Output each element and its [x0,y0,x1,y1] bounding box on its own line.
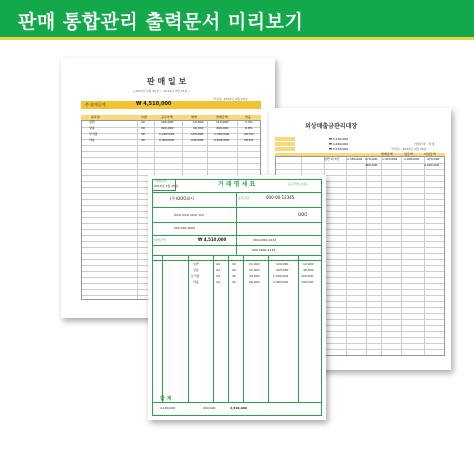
s1-r2-c5: 29.3% [244,132,254,136]
s3-r3-unit: A4 [216,280,220,284]
sheet1-col-1: 수량 [141,115,147,119]
s3-r3-supply: 2,400,000 [273,280,289,284]
sheet2-summary-2: ₩ 5,150,000 [329,147,349,151]
s3-r1-name: 상품 [193,268,199,272]
transaction-statement-sheet [148,175,326,420]
s2-r0-c5: 1,000,000 [404,157,420,161]
s1-r0-c5: 2.4% [245,120,253,124]
sheet3-subtitle: (공급받는자용) [288,182,308,186]
s1-r1-c5: 9.8% [245,126,253,130]
s1-r3-c1: 40 [141,138,145,142]
s3-r0-name: 일반 [193,262,199,266]
s3-r0-unit: A4 [216,262,220,266]
s1-r3-c4: 2,640,000 [214,138,230,142]
sheet3-reg-label: 등록번호 [238,196,250,200]
s2-r0-c6: 470,000 [427,157,440,161]
sheet1-col-3: 세액 [191,115,197,119]
s1-r0-c4: 110,000 [216,120,229,124]
s3-r2-tax: 120,000 [301,274,314,278]
sheet1-total-value: ₩ 4,510,000 [136,101,172,107]
s1-r0-c0: 일반 [89,120,95,124]
s3-r1-supply: 400,000 [276,268,289,272]
s3-r0-qty: 10 [232,262,236,266]
sheet3-bottom-tax: 410,000 [203,406,216,410]
s2-r1-c3: 480,000 [365,163,378,167]
s1-r0-c1: 10 [141,120,145,124]
s2-r0-c4: 1,470,000 [382,157,398,161]
s2-r0-c1: 일반 외 3건 [324,157,340,161]
s3-r1-tax: 40,000 [303,268,314,272]
s2-r1-c6: 4,000,000 [424,163,440,167]
sheet2-summary-1: ₩ 4,000,000 [329,142,349,146]
sheet3-reg-value: 000-00-12345 [266,195,295,200]
sheet3-name-value: OOO [298,212,308,217]
sheet1-print-date: 작성일: 2012년 3월 25일 [213,97,248,101]
s1-r2-c0: 부식물 [89,132,98,136]
sheet3-addr: OOO OOO OOO 123 [174,213,204,217]
sheet3-total-value: ₩ 4,510,000 [198,237,227,242]
s3-r1-unit: A4 [216,268,220,272]
s3-r3-name: 악품 [193,280,199,284]
s3-r0-supply: 100,000 [276,262,289,266]
s3-r3-price: 66,000 [249,280,260,284]
sheet2-col-6: 미입금액 [424,152,436,156]
s1-r2-c3: 120,000 [191,132,204,136]
sheet2-meta2: 작성일 : 2012년 1월 25일 [391,147,427,151]
s1-r2-c1: 30 [141,132,145,136]
s1-r1-c4: 440,000 [216,126,229,130]
s1-r1-c3: 40,000 [193,126,204,130]
s3-r1-qty: 20 [232,268,236,272]
s1-r1-c2: 400,000 [161,126,174,130]
s3-r1-price: 22,000 [249,268,260,272]
title-banner [0,0,474,40]
s1-r1-c0: 상품 [89,126,95,130]
sheet1-date-range: ( 2012년 3월 25일 ~ 2012년 3월 25일 ) [133,89,190,93]
s1-r3-c5: 58.5% [244,138,254,142]
s3-r2-unit: A4 [216,274,220,278]
s3-r2-name: 부식물 [191,274,200,278]
s2-r0-c2: 1,350,000 [347,157,363,161]
s3-r3-tax: 240,000 [301,280,314,284]
s1-r0-c3: 10,000 [193,120,204,124]
s1-r3-c0: 악품 [89,138,95,142]
sheet1-col-2: 공급가액 [161,115,173,119]
sheet3-bottom-total: 4,510,000 [230,406,247,410]
s1-r1-c1: 20 [141,126,145,130]
banner-title: 판매 통합관리 출력문서 미리보기 [18,11,304,33]
s3-r2-qty: 30 [232,274,236,278]
sheet3-phone: 000-000-0000 [174,226,196,230]
sheet3-date-value: 2012년 3월 25일 [154,184,178,188]
sheet1-col-0: 품목명 [91,115,100,119]
sheet1-col-4: 합계금액 [216,115,228,119]
s1-r3-c3: 240,000 [191,138,204,142]
sheet2-summary-0: ₩ 5,150,000 [329,137,349,141]
s3-r0-price: 11,000 [249,262,260,266]
sheet2-col-4: 합계금액 [381,152,393,156]
sheet3-date-label: 거래일자 [155,179,167,183]
s2-r0-c3: 170,000 [365,157,378,161]
s1-r0-c2: 100,000 [161,120,174,124]
s1-r2-c2: 1,200,000 [159,132,175,136]
sheet1-title: 판 매 일 보 [147,77,187,86]
s1-r2-c4: 1,320,000 [214,132,230,136]
s3-r3-qty: 40 [232,280,236,284]
sheet2-meta1: 거래처명 : 전체 [414,142,435,146]
sheet3-title: 거 래 명 세 표 [218,181,256,188]
sheet1-total-label: 총 합계금액 [85,102,106,107]
sheet3-total-label: 합계금액 [154,238,166,242]
sheet3-bottom-supply: 4,100,000 [160,406,176,410]
sheet3-fax: 000-0000-1234 [253,238,277,242]
s3-r2-price: 44,000 [249,274,260,278]
sheet3-fax2: 000-0000-1234 [252,248,276,252]
sheet1-col-5: 비율 [245,115,251,119]
s3-r2-supply: 1,200,000 [273,274,289,278]
s1-r3-c2: 2,400,000 [159,138,175,142]
sheet2-col-5: 입금액 [404,152,413,156]
sheet3-customer: (주)OOO회사 [170,196,195,201]
sheet3-sum-label: 합 계 [160,396,172,402]
sheet2-title: 외상매출금관리대장 [305,123,358,130]
s3-r0-tax: 10,000 [303,262,314,266]
